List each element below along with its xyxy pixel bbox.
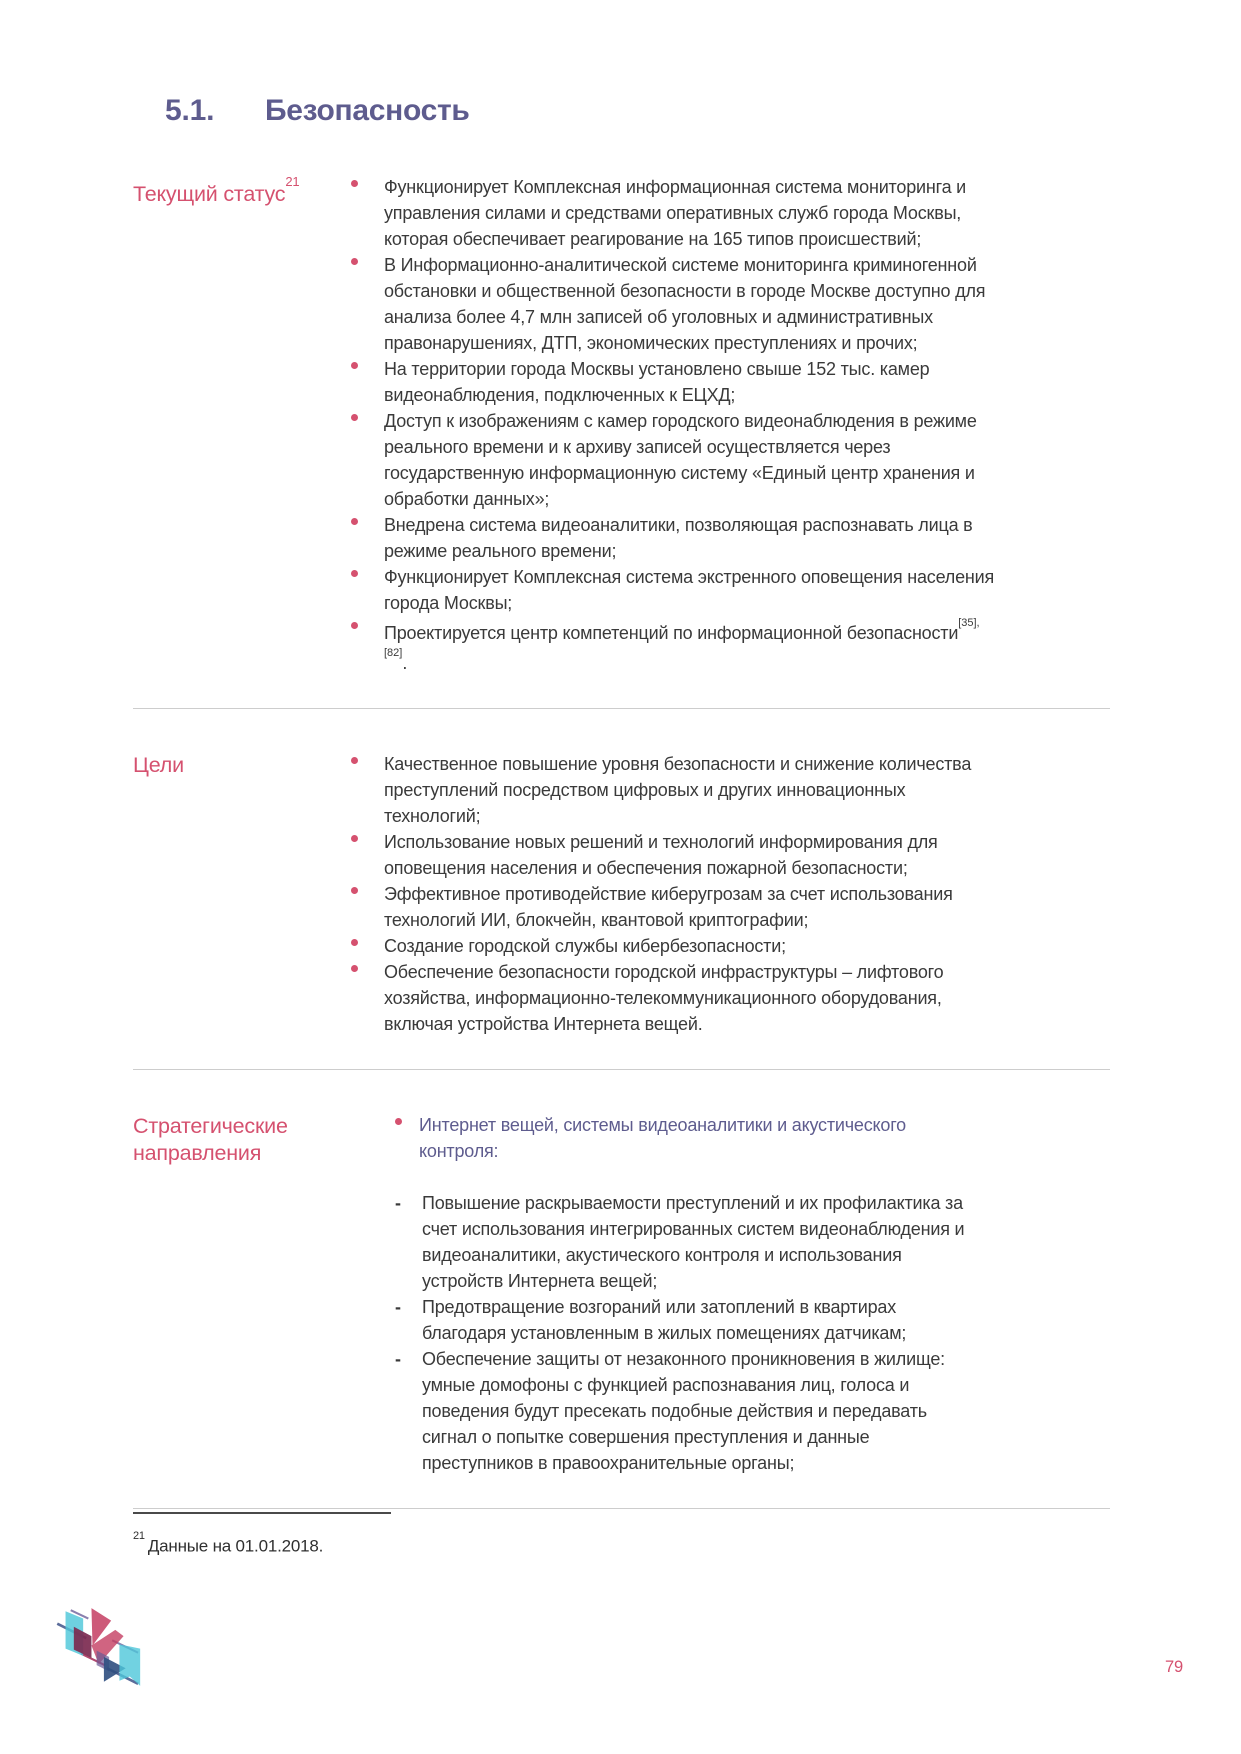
dash-icon: - <box>395 1297 401 1317</box>
bullet-icon <box>345 356 384 408</box>
current-status-bullet <box>345 408 1110 512</box>
bullet-icon <box>345 751 384 829</box>
goals-bullet <box>345 751 1110 829</box>
bullet-icon <box>345 174 384 252</box>
directions-lead-item <box>389 1112 1110 1164</box>
page-number: 79 <box>1165 1658 1183 1676</box>
bullet-icon <box>345 933 384 959</box>
goals-bullet-text: Качественное повышение уровня безопасности и снижение количества преступлений посредством цифровых и других инновационных технологий; <box>384 754 972 826</box>
current-status-bullet <box>345 512 1110 564</box>
strategic-directions-label <box>133 1112 345 1476</box>
directions-subitem <box>389 1294 1110 1346</box>
current-status-bullet <box>345 174 1110 252</box>
current-status-bullet <box>345 564 1110 616</box>
current-status-bullet-text: На территории города Москвы установлено свыше 152 тыс. камер видеонаблюдения, подключенных к ЕЦХД; <box>384 359 930 405</box>
bullet-icon <box>345 959 384 1037</box>
goals-bullet-text: Обеспечение безопасности городской инфраструктуры – лифтового хозяйства, информационно-телекоммуникационного оборудования, включая устройства Интернета вещей. <box>384 962 944 1034</box>
directions-lead-text: Интернет вещей, системы видеоаналитики и акустического контроля: <box>419 1115 906 1161</box>
current-status-content <box>345 174 1110 676</box>
current-status-bullet <box>345 356 1110 408</box>
goals-bullet <box>345 829 1110 881</box>
current-status-bullet-text: Функционирует Комплексная информационная система мониторинга и управления силами и средствами оперативных служб города Москвы, которая обеспечивает реагирование на 165 типов происшествий; <box>384 177 967 249</box>
directions-subitem-list <box>389 1190 1110 1476</box>
footnote-ref-21: 21 <box>285 174 300 189</box>
footnote-body: Данные на 01.01.2018. <box>147 1536 324 1556</box>
footnote-rule <box>133 1512 391 1514</box>
directions-subitem <box>389 1190 1110 1294</box>
section-strategic-directions <box>133 1112 1110 1476</box>
page-title <box>165 94 1110 128</box>
bullet-icon <box>345 564 384 616</box>
geometric-city-logo-icon <box>50 1598 164 1724</box>
current-status-label <box>133 174 345 676</box>
bullet-icon <box>389 1112 419 1164</box>
section-divider <box>133 1508 1110 1509</box>
section-title: Безопасность <box>265 94 470 127</box>
footnote <box>133 1512 391 1557</box>
goals-bullet <box>345 959 1110 1037</box>
footnote-text <box>133 1530 391 1557</box>
section-number: 5.1. <box>165 94 215 127</box>
strategic-directions-content <box>345 1112 1110 1476</box>
directions-subitem <box>389 1346 1110 1476</box>
current-status-bullet-text: Внедрена система видеоаналитики, позволяющая распознавать лица в режиме реального времени; <box>384 515 973 561</box>
goals-label <box>133 751 345 1037</box>
bullet-icon <box>345 881 384 933</box>
bullet-icon <box>345 408 384 512</box>
dash-icon: - <box>395 1349 401 1369</box>
section-current-status <box>133 174 1110 676</box>
current-status-bullet-text: Доступ к изображениям с камер городского видеонаблюдения в режиме реального времени и к архиву записей осуществляется через государственную информационную систему «Единый центр хранения и обработки данных»; <box>384 411 977 509</box>
bullet-icon <box>345 829 384 881</box>
goals-bullet-text: Использование новых решений и технологий информирования для оповещения населения и обеспечения пожарной безопасности; <box>384 832 938 878</box>
current-status-bullet-text: Функционирует Комплексная система экстренного оповещения населения города Москвы; <box>384 567 995 613</box>
directions-subitem-text: Предотвращение возгораний или затоплений в квартирах благодаря установленным в жилых помещениях датчикам; <box>422 1297 907 1343</box>
goals-bullet <box>345 881 1110 933</box>
bullet-icon <box>345 512 384 564</box>
current-status-bullet-text: В Информационно-аналитической системе мониторинга криминогенной обстановки и общественной безопасности в городе Москве доступно для анализа более 4,7 млн записей об уголовных и административных правонарушениях, ДТП, экономических преступлениях и прочих; <box>384 255 986 353</box>
goals-bullet-list <box>345 751 1110 1037</box>
strategic-directions-label-text: Стратегические направления <box>133 1114 288 1165</box>
bullet-icon <box>345 616 384 676</box>
directions-subitem-text: Повышение раскрываемости преступлений и их профилактика за счет использования интегрированных систем видеонаблюдения и видеоаналитики, акустического контроля и использования устройств Интернета вещей; <box>422 1193 965 1291</box>
goals-content <box>345 751 1110 1037</box>
current-status-bullet <box>345 252 1110 356</box>
footnote-marker: 21 <box>133 1530 145 1542</box>
dash-icon: - <box>395 1193 401 1213</box>
section-divider <box>133 1069 1110 1070</box>
section-divider <box>133 708 1110 709</box>
goals-bullet-text: Эффективное противодействие киберугрозам за счет использования технологий ИИ, блокчейн, квантовой криптографии; <box>384 884 953 930</box>
current-status-bullet-list <box>345 174 1110 676</box>
current-status-bullet <box>345 616 1110 676</box>
goals-label-text: Цели <box>133 753 184 777</box>
current-status-label-text: Текущий статус <box>133 182 286 207</box>
goals-bullet-text: Создание городской службы кибербезопасности; <box>384 936 786 956</box>
bullet-icon <box>345 252 384 356</box>
section-goals <box>133 751 1110 1037</box>
directions-subitem-text: Обеспечение защиты от незаконного проникновения в жилище: умные домофоны с функцией распознавания лиц, голоса и поведения будут пресекать подобные действия и передавать сигнал о попытке совершения преступления и данные преступников в правоохранительные органы; <box>422 1349 945 1473</box>
goals-bullet <box>345 933 1110 959</box>
current-status-bullet-text: Проектируется центр компетенций по информационной безопасности[35], [82]. <box>384 617 980 673</box>
